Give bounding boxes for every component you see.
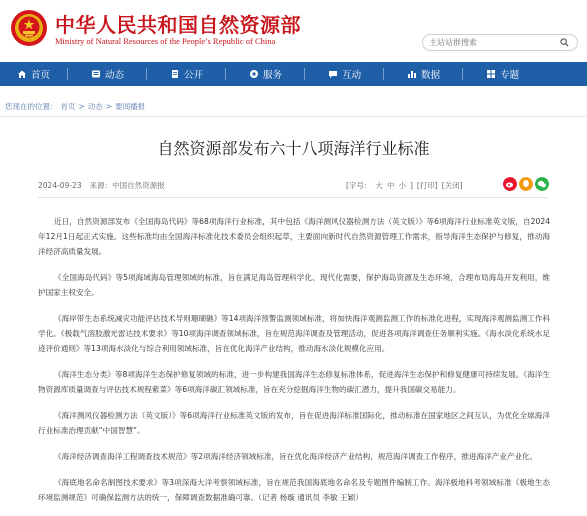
nav-divider	[304, 68, 305, 80]
article-source: 来源：中国自然资源报	[89, 181, 165, 190]
topic-icon	[486, 69, 496, 79]
site-title-english: Ministry of Natural Resources of the People’s Republic of China	[55, 36, 276, 46]
chat-icon	[328, 69, 338, 79]
nav-divider	[146, 68, 147, 80]
site-title[interactable]: 中华人民共和国自然资源部	[55, 13, 301, 37]
print-link[interactable]: [打印]	[416, 181, 438, 190]
close-link[interactable]: [关闭]	[441, 181, 463, 190]
nav-item-news[interactable]	[91, 67, 124, 81]
search-input[interactable]	[429, 36, 549, 49]
nav-item-label: 公开	[184, 70, 204, 81]
nav-divider	[383, 68, 384, 80]
breadcrumb-section[interactable]: 动态	[87, 102, 103, 111]
article-meta	[38, 180, 173, 191]
breadcrumb	[5, 101, 148, 112]
font-size-label: [字号：	[346, 181, 372, 190]
article-paragraph: 《海洋生态分类》等8项海洋生态保护修复领域的标准，进一步构建我国海洋生态修复标准体系，促进海洋生态保护和修复健康可持续发展。《海洋生物资源库质量调查与评估技术规程紫菜》等6项海洋碳汇领域标准，旨在充分挖掘海洋生物的碳汇潜力，提升我国碳交易能力。	[38, 370, 550, 395]
article-paragraph: 《全国海岛代码》等5项海域海岛管理领域的标准，旨在满足海岛管理科学化、现代化需要，保护海岛资源及生态环境，合理布局海岛开发利用，维护国家主权安全。	[38, 273, 550, 298]
nav-divider	[67, 68, 68, 80]
news-icon	[91, 69, 101, 79]
font-size-small-link[interactable]: 小	[398, 181, 406, 190]
nav-item-data[interactable]	[407, 67, 440, 81]
article-paragraph: 《海底地名命名制图技术要求》等3项深海大洋考察领域标准，旨在规范我国海底地名命名及专题图件编制工作。海洋极地科考领域标准《极地生态环境监测规范》可确保监测方法的统一，保障调查数据准确可靠。（记者 杨璇 通讯员 李敏 王颖）	[38, 477, 550, 502]
article-tools	[346, 180, 467, 191]
nav-item-topic[interactable]	[486, 67, 519, 81]
breadcrumb-separator: >	[78, 102, 85, 111]
font-size-medium-link[interactable]: 中	[386, 181, 395, 190]
nav-item-label: 互动	[342, 70, 362, 81]
font-size-large-link[interactable]: 大	[375, 181, 383, 190]
breadcrumb-prefix: 您现在的位置：	[5, 102, 58, 111]
document-icon	[170, 69, 180, 79]
nav-item-label: 数据	[421, 70, 441, 81]
nav-item-label: 首页	[31, 70, 51, 81]
nav-divider	[462, 68, 463, 80]
chart-icon	[407, 69, 417, 79]
service-icon	[249, 69, 259, 79]
nav-item-home[interactable]	[17, 67, 50, 81]
nav-divider	[225, 68, 226, 80]
weibo-share-icon[interactable]	[503, 177, 517, 191]
nav-item-label: 服务	[263, 70, 283, 81]
divider	[0, 116, 587, 117]
nav-item-service[interactable]	[249, 67, 282, 81]
article-date: 2024-09-23	[38, 181, 82, 190]
breadcrumb-current[interactable]: 要闻播报	[115, 102, 146, 111]
article-body	[38, 214, 550, 516]
nav-item-label: 动态	[105, 70, 125, 81]
nav-item-label: 专题	[500, 70, 520, 81]
article-title: 自然资源部发布六十八项海洋行业标准	[157, 139, 430, 158]
site-header	[0, 0, 587, 62]
article-paragraph: 《海洋测风仪器检测方法（英文版）》等6项海洋行业标准英文版的发布，旨在促进海洋标准国际化，推动标准在国家地区之间互认，为优化全球海洋行业标准治理贡献“中国智慧”。	[38, 411, 550, 436]
search-icon[interactable]	[560, 38, 569, 47]
qq-share-icon[interactable]	[519, 177, 533, 191]
breadcrumb-separator: >	[105, 102, 113, 111]
national-emblem-icon[interactable]	[10, 8, 48, 48]
search-box[interactable]	[422, 34, 578, 51]
font-size-end: ]	[409, 181, 413, 190]
main-nav	[0, 62, 587, 86]
breadcrumb-home[interactable]: 首页	[60, 102, 76, 111]
nav-item-interact[interactable]	[328, 67, 361, 81]
article-paragraph: 《海岸带生态系统减灾功能评估技术导则珊瑚礁》等14项海洋预警监测领域标准，将加快海洋观测监测工作的标准化进程，实现海洋观测监测工作科学化。《极载气溶胶激光雷达技术要求》等10项海洋调查领域标准，旨在规范海洋调查及管理活动，促进各项海洋调查任务顺利实施。《海水淡化系统水足迹评价通则》等13项海水淡化与综合利用领域标准，旨在优化海洋产业结构，推动海水淡化规模化应用。	[38, 314, 550, 354]
article-paragraph: 《海洋经济调查海洋工程调查技术规范》等2项海洋经济领域标准，旨在优化海洋经济产业结构，规范海洋调查工作程序，推进海洋产业产业化。	[54, 451, 538, 461]
home-icon	[17, 69, 27, 79]
divider	[38, 197, 548, 198]
article-paragraph: 近日，自然资源部发布《全国海岛代码》等68项海洋行业标准，其中包括《海洋测风仪器检测方法（英文版）》等6项海洋行业标准英文版，自2024年12月1日起正式实施。这些标准均由全国海洋标准化技术委员会组织起草，主要面向新时代自然资源管理工作需求，指导海洋生态保护与修复，推动海洋经济高质量发展。	[38, 217, 550, 257]
wechat-share-icon[interactable]	[535, 177, 549, 191]
nav-item-public[interactable]	[170, 67, 203, 81]
